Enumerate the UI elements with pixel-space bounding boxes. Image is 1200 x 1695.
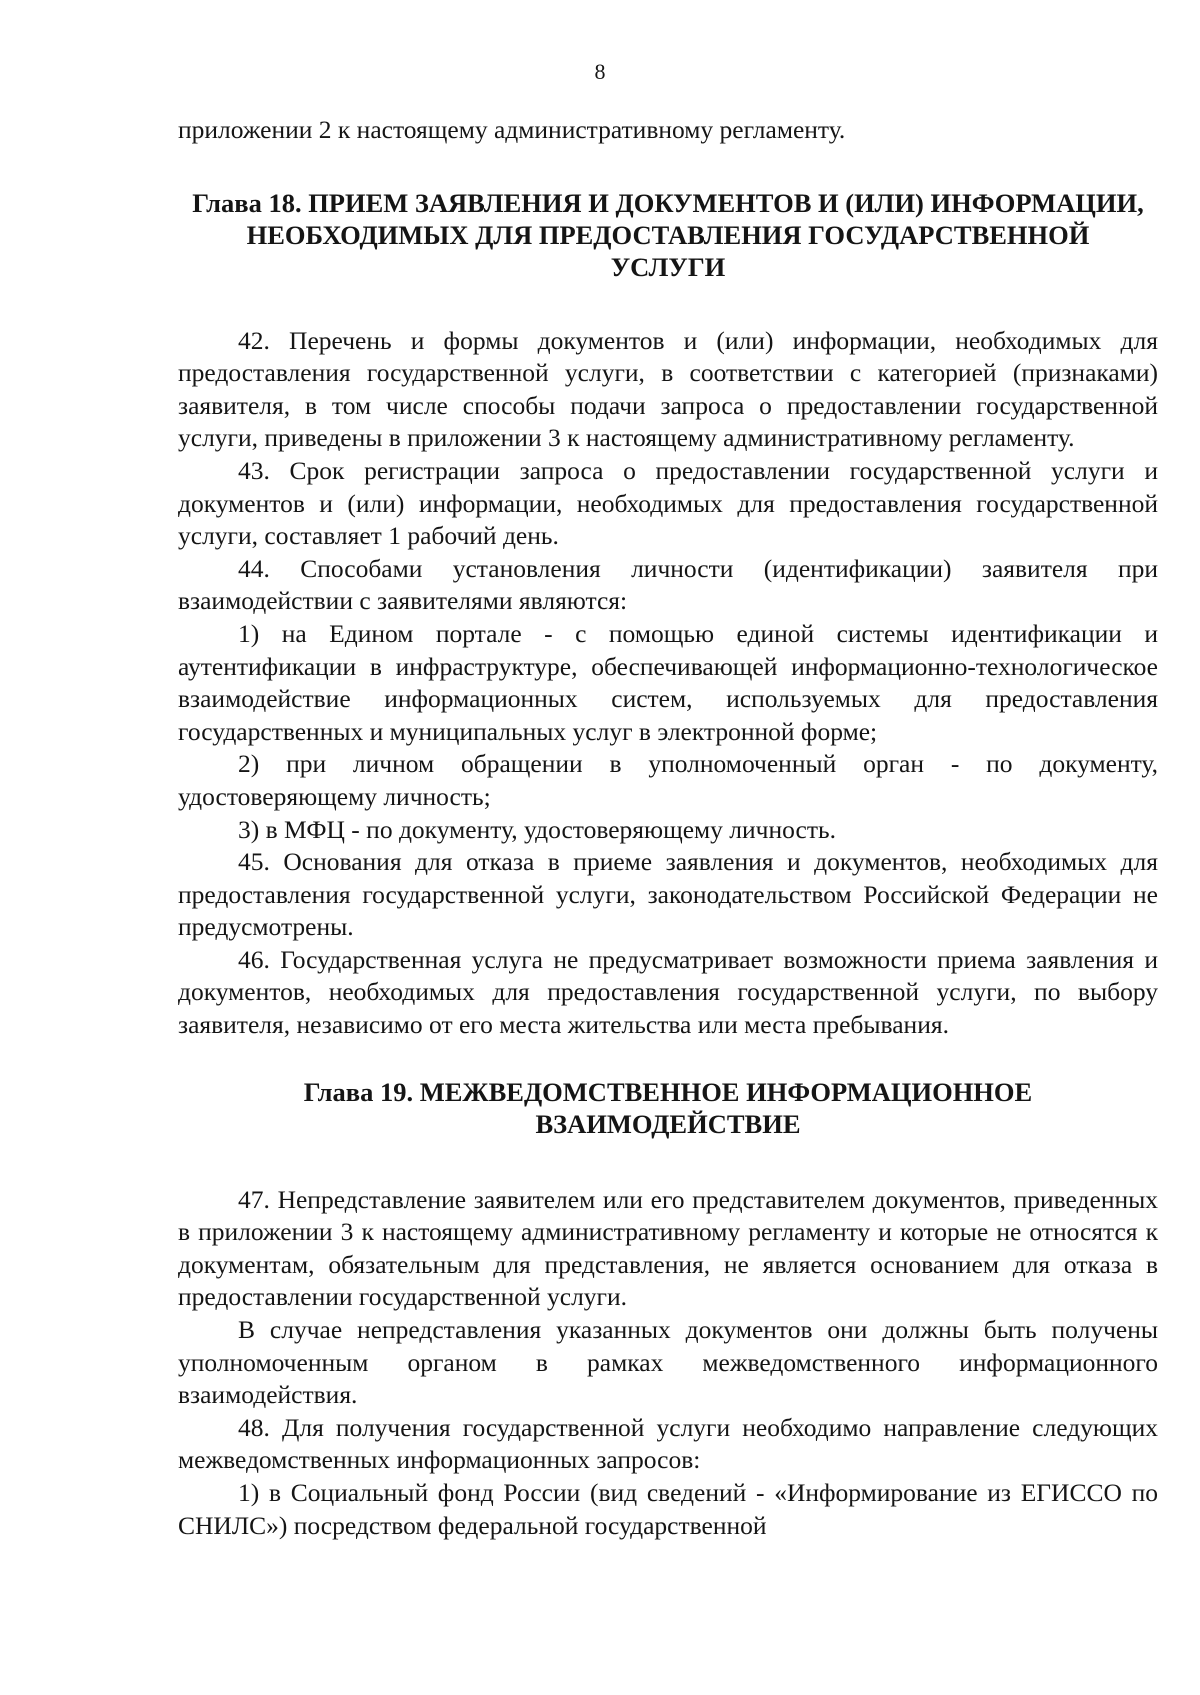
chapter-18-heading-line-1: Глава 18. ПРИЕМ ЗАЯВЛЕНИЯ И ДОКУМЕНТОВ И (ИЛИ) ИНФОРМАЦИИ, <box>192 187 1144 218</box>
chapter-18-heading-line-2: НЕОБХОДИМЫХ ДЛЯ ПРЕДОСТАВЛЕНИЯ ГОСУДАРСТВЕННОЙ <box>246 219 1090 250</box>
chapter-18-heading-line-3: УСЛУГИ <box>610 251 726 282</box>
paragraph-44-item-3: 3) в МФЦ - по документу, удостоверяющему личность. <box>238 814 836 844</box>
paragraph-47: 47. Непредставление заявителем или его представителем документов, приведенных в приложении 3 к настоящему административному регламенту и которые не относятся к документам, обязательным для представления, не является основанием для отказа в предоставлении государственной услуги. <box>178 1184 1158 1312</box>
paragraph-48: 48. Для получения государственной услуги необходимо направление следующих межведомственных информационных запросов: <box>178 1412 1158 1475</box>
paragraph-44-item-1: 1) на Едином портале - с помощью единой системы идентификации и аутентификации в инфраструктуре, обеспечивающей информационно-технологическое взаимодействие информационных систем, используемых для предоставления государственных и муниципальных услуг в электронной форме; <box>178 618 1158 746</box>
paragraph-46: 46. Государственная услуга не предусматривает возможности приема заявления и документов, необходимых для предоставления государственной услуги, по выбору заявителя, независимо от его места жительства или места пребывания. <box>178 944 1158 1040</box>
chapter-19-heading-line-2: ВЗАИМОДЕЙСТВИЕ <box>535 1108 801 1139</box>
chapter-18-heading <box>178 187 1158 283</box>
chapter-19-heading-line-1: Глава 19. МЕЖВЕДОМСТВЕННОЕ ИНФОРМАЦИОННОЕ <box>303 1076 1033 1107</box>
chapter-19-heading <box>178 1076 1158 1140</box>
paragraph-45: 45. Основания для отказа в приеме заявления и документов, необходимых для предоставления государственной услуги, законодательством Российской Федерации не предусмотрены. <box>178 847 1158 942</box>
paragraph-43: 43. Срок регистрации запроса о предоставлении государственной услуги и документов и (или) информации, необходимых для предоставления государственной услуги, составляет 1 рабочий день. <box>178 455 1158 551</box>
intro-fragment: приложении 2 к настоящему административному регламенту. <box>178 115 846 144</box>
document-body <box>178 114 1158 1542</box>
paragraph-44: 44. Способами установления личности (идентификации) заявителя при взаимодействии с заявителями являются: <box>178 553 1158 616</box>
paragraph-47-continuation: В случае непредставления указанных документов они должны быть получены уполномоченным органом в рамках межведомственного информационного взаимодействия. <box>178 1315 1158 1410</box>
paragraph-48-item-1: 1) в Социальный фонд России (вид сведений - «Информирование из ЕГИССО по СНИЛС») посредством федеральной государственной <box>178 1478 1158 1540</box>
paragraph-42: 42. Перечень и формы документов и (или) информации, необходимых для предоставления государственной услуги, в соответствии с категорией (признаками) заявителя, в том числе способы подачи запроса о предоставлении государственной услуги, приведены в приложении 3 к настоящему административному регламенту. <box>178 325 1158 453</box>
paragraph-44-item-2: 2) при личном обращении в уполномоченный орган - по документу, удостоверяющему личность; <box>178 749 1158 811</box>
page-number: 8 <box>594 59 606 84</box>
